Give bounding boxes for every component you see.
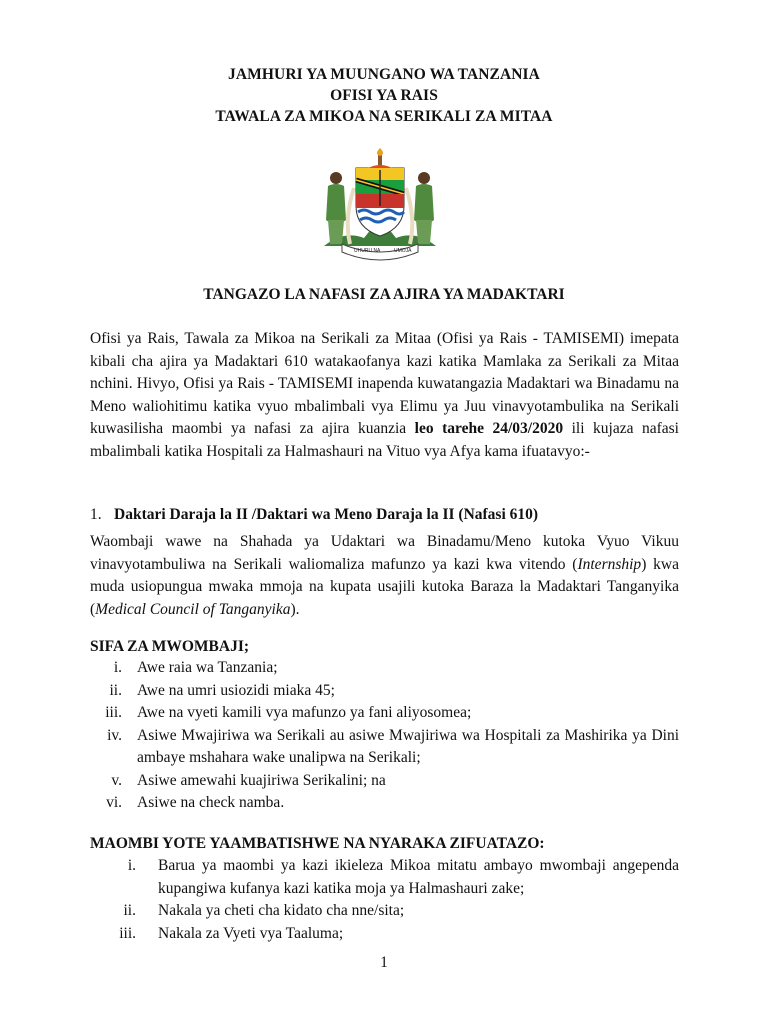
section-1-desc-text-3: ). xyxy=(290,600,300,618)
section-1-title: Daktari Daraja la II /Daktari wa Meno Daraja la II (Nafasi 610) xyxy=(114,506,539,523)
list-item xyxy=(90,725,679,770)
intro-text-1: Ofisi ya Rais, Tawala za Mikoa na Serikali za Mitaa (Ofisi ya Rais - TAMISEMI) imepata kibali cha ajira ya Madaktari 610 watakaofanya kazi katika Mamlaka za Serikali za Mitaa nchini. Hivyo, Ofisi ya Rais - TAMISEMI inapenda kuwatangazia Madaktari wa Binadamu na Meno waliohitimu katika vyuo mbalimbali vya Elimu ya Juu vinavyotambulika na Serikali kuwasilisha maombi ya nafasi za ajira kuanzia xyxy=(90,330,679,437)
sifa-list xyxy=(90,657,679,815)
list-item-number: i. xyxy=(127,857,136,874)
intro-date: leo tarehe 24/03/2020 xyxy=(414,420,564,437)
list-item xyxy=(90,680,679,703)
header-line-country: JAMHURI YA MUUNGANO WA TANZANIA xyxy=(228,66,540,83)
coat-of-arms-emblem xyxy=(314,148,446,262)
list-item-number: i. xyxy=(113,659,122,676)
list-item xyxy=(90,770,679,793)
list-item-number: iii. xyxy=(105,704,122,721)
list-item-number: iv. xyxy=(107,726,122,744)
header-line-office: OFISI YA RAIS xyxy=(330,87,438,104)
list-item-text: Asiwe Mwajiriwa wa Serikali au asiwe Mwajiriwa wa Hospitali za Mashirika ya Dini ambaye mshahara wake unalipwa na Serikali; xyxy=(137,726,679,766)
section-1-description xyxy=(90,531,679,621)
list-item xyxy=(90,923,679,946)
list-item-number: ii. xyxy=(123,902,136,919)
list-item xyxy=(90,900,679,923)
list-item-text: Awe na vyeti kamili vya mafunzo ya fani aliyosomea; xyxy=(137,704,472,721)
intro-text-2: ili kujaza nafasi mbalimbali katika Hospitali za Halmashauri na Vituo vya Afya kama ifuatavyo:- xyxy=(90,420,679,460)
list-item xyxy=(90,855,679,900)
list-item xyxy=(90,702,679,725)
list-item-text: Nakala za Vyeti vya Taaluma; xyxy=(158,924,344,942)
page-number: 1 xyxy=(380,954,388,971)
maombi-list xyxy=(90,855,679,945)
section-1-desc-text-1: Waombaji wawe na Shahada ya Udaktari wa Binadamu/Meno kutoka Vyuo Vikuu vinavyotambuliwa na Serikali waliomaliza mafunzo ya kazi kwa vitendo ( xyxy=(90,533,679,573)
list-item xyxy=(90,792,679,815)
section-1-desc-internship: Internship xyxy=(577,555,642,573)
sifa-heading: SIFA ZA MWOMBAJI; xyxy=(90,638,250,655)
list-item-number: v. xyxy=(111,771,122,789)
intro-paragraph xyxy=(90,328,679,463)
list-item-text: Barua ya maombi ya kazi ikieleza Mikoa mitatu ambayo mwombaji angependa kupangiwa kufanya kazi katika moja ya Halmashauri zake; xyxy=(158,857,679,897)
document-title: TANGAZO LA NAFASI ZA AJIRA YA MADAKTARI xyxy=(203,286,565,303)
list-item-text: Asiwe na check namba. xyxy=(137,794,285,811)
list-item-number: ii. xyxy=(109,681,122,699)
list-item-text: Awe na umri usiozidi miaka 45; xyxy=(137,681,335,699)
header-line-department: TAWALA ZA MIKOA NA SERIKALI ZA MITAA xyxy=(215,108,553,125)
list-item-text: Awe raia wa Tanzania; xyxy=(137,659,278,676)
section-1-desc-council: Medical Council of Tanganyika xyxy=(95,600,291,618)
list-item-text: Asiwe amewahi kuajiriwa Serikalini; na xyxy=(137,771,386,789)
list-item-text: Nakala ya cheti cha kidato cha nne/sita; xyxy=(158,902,405,919)
emblem-motto-right: UMOJA xyxy=(394,248,412,254)
list-item xyxy=(90,657,679,680)
section-1-desc-text-2: ) kwa muda usiopungua mwaka mmoja na kupata usajili kutoka Baraza la Madaktari Tanganyika ( xyxy=(90,555,679,618)
emblem-motto-left: UHURU NA xyxy=(354,248,381,254)
list-item-number: vi. xyxy=(106,794,122,811)
section-1-heading xyxy=(90,506,538,524)
list-item-number: iii. xyxy=(119,924,136,942)
section-1-number: 1. xyxy=(90,506,102,523)
document-header xyxy=(0,64,768,127)
maombi-heading: MAOMBI YOTE YAAMBATISHWE NA NYARAKA ZIFUATAZO: xyxy=(90,835,545,852)
